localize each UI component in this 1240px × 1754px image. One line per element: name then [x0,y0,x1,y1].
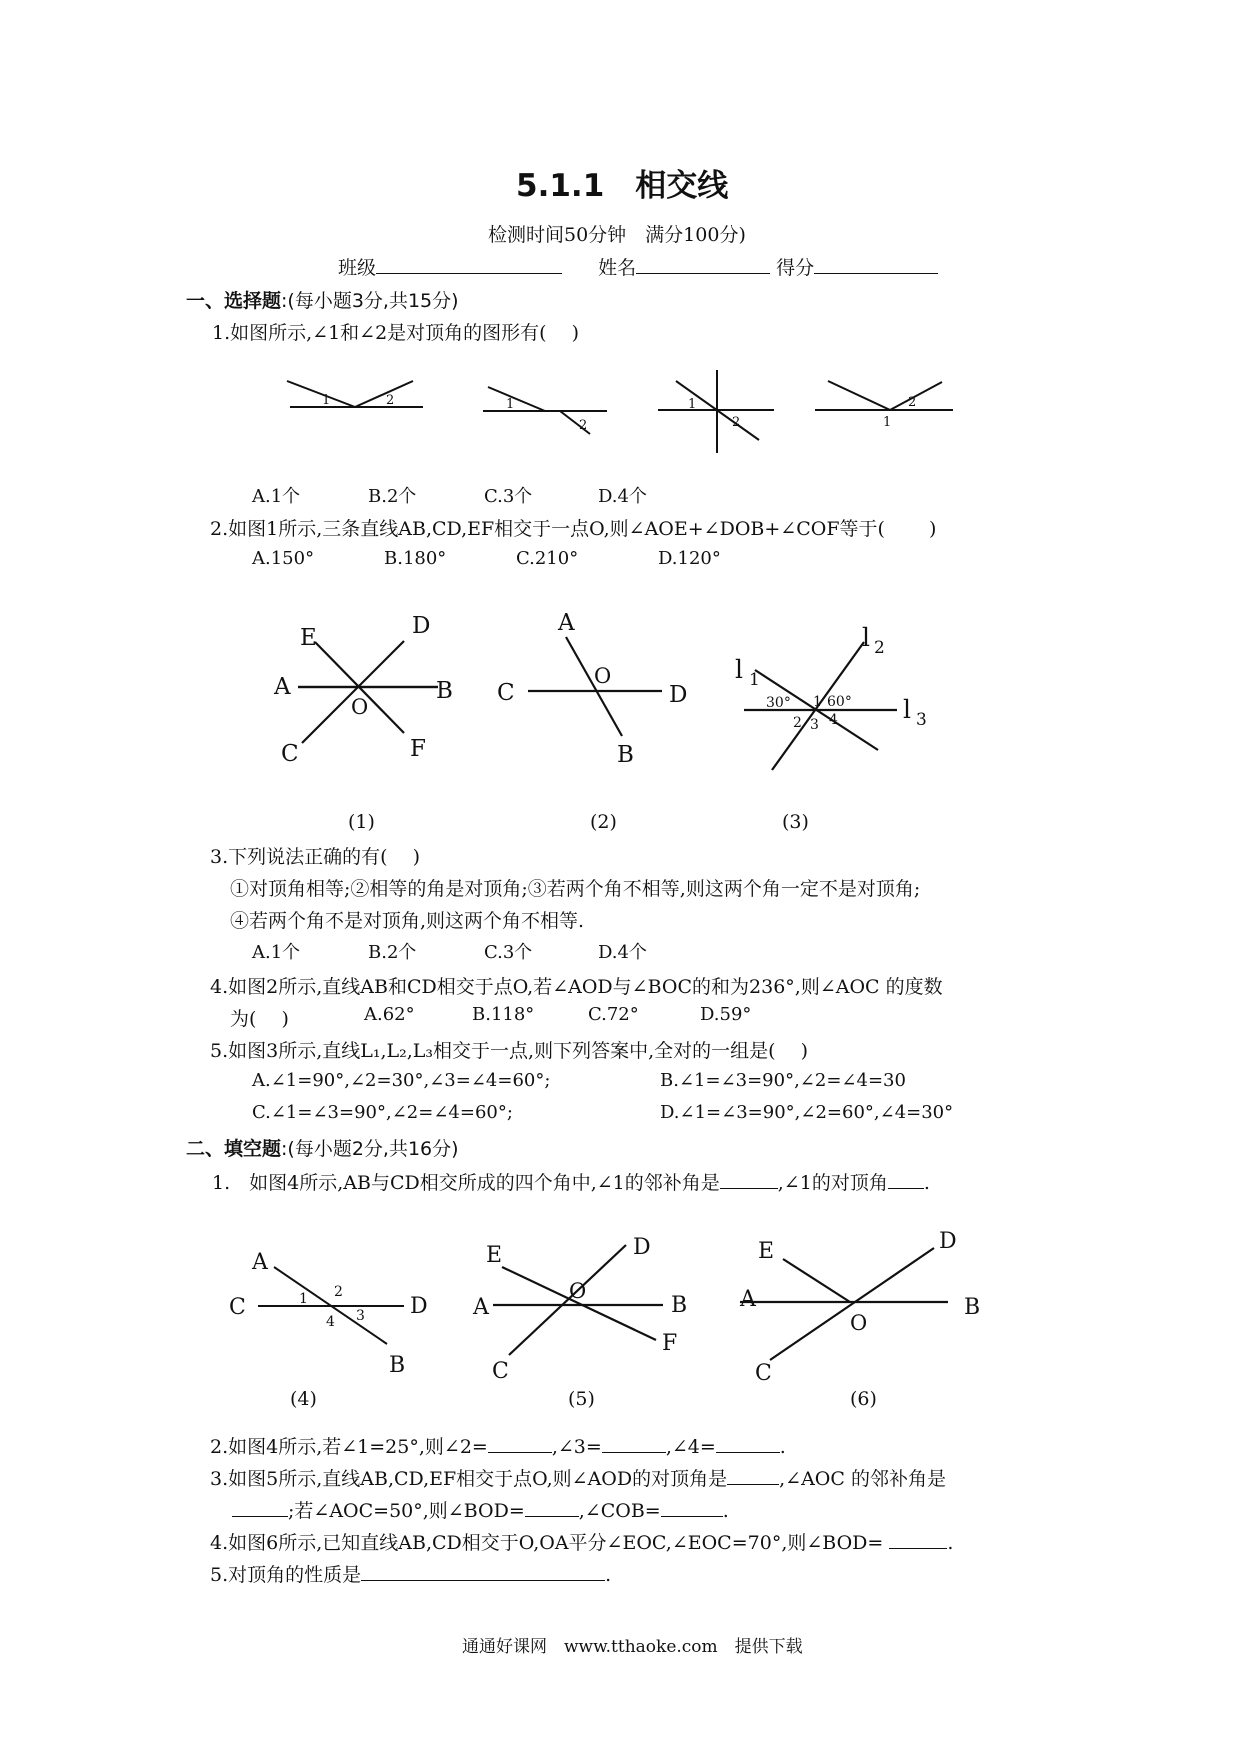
fig5-label-e: E [486,1243,503,1268]
fig2-label-d: D [669,682,688,708]
fig2-label-b: B [617,742,634,768]
fig2-caption: (2) [590,811,617,833]
q2-2-blank-1[interactable] [488,1436,552,1453]
section-2-number: 二、 [186,1138,225,1160]
section-2-heading [186,1134,459,1161]
fig3-angle-2: 2 [793,715,802,731]
q2-3-text-1: 3.如图5所示,直线AB,CD,EF相交于点O,则∠AOD的对顶角是 [210,1468,728,1490]
figure-4 [258,1267,404,1344]
q2-option-a[interactable]: A.150° [252,548,315,569]
fig6-label-d: D [939,1229,957,1254]
section-1-name: 选择题 [224,290,282,312]
class-field[interactable] [376,257,562,274]
fig5-label-a: A [473,1295,489,1320]
q2-option-b[interactable]: B.180° [384,548,447,569]
q2-3-text-4: ,∠COB= [578,1500,661,1522]
q1-figure-d [815,381,953,410]
test-info: 检测时间50分钟 满分100分) [488,224,746,246]
q2-2-blank-2[interactable] [602,1436,666,1453]
fig3-angle-1: 1 [813,694,822,710]
q2-5-blank-1[interactable] [361,1564,605,1581]
q1d-label-2: 2 [908,395,917,410]
q2-4-text-2: . [947,1532,954,1554]
q2-4-blank-1[interactable] [889,1532,947,1549]
q2-3-text-2: ,∠AOC 的邻补角是 [779,1468,946,1490]
fig4-caption: (4) [290,1388,317,1410]
fig1-caption: (1) [348,811,375,833]
fig3-label-l1-sub: 1 [749,670,760,690]
q4-option-d[interactable]: D.59° [700,1004,752,1025]
q3-statements-1: ①对顶角相等;②相等的角是对顶角;③若两个角不相等,则这两个角一定不是对顶角; [230,878,921,900]
q4-option-c[interactable]: C.72° [588,1004,639,1025]
figure-1 [298,641,438,743]
q2-5-text-2: . [605,1564,612,1586]
q1c-label-1: 1 [688,397,697,412]
q2-5-text-1: 5.对顶角的性质是 [210,1564,362,1586]
fig5-caption: (5) [568,1388,595,1410]
q5-option-d[interactable]: D.∠1=∠3=90°,∠2=60°,∠4=30° [660,1102,954,1123]
fig4-label-a: A [252,1250,268,1275]
question-1-4: 4.如图2所示,直线AB和CD相交于点O,若∠AOD与∠BOC的和为236°,则∠AOC 的度数 [210,976,943,998]
q1a-label-1: 1 [322,393,331,408]
q2-1-text-2: ,∠1的对顶角 [777,1172,888,1194]
q4-option-a[interactable]: A.62° [364,1004,415,1025]
question-1-3: 3.下列说法正确的有( ) [210,846,420,868]
fig6-label-e: E [758,1239,775,1264]
page-title: 5.1.1 相交线 [516,168,729,204]
q5-option-a[interactable]: A.∠1=90°,∠2=30°,∠3=∠4=60°; [252,1070,551,1091]
q1c-label-2: 2 [732,415,741,430]
q1-option-d[interactable]: D.4个 [598,486,647,507]
question-2-5 [210,1560,611,1587]
question-2-3-cont [232,1496,729,1523]
fig4-angle-3: 3 [356,1308,365,1324]
q2-3-blank-3[interactable] [525,1500,579,1517]
q2-3-blank-2[interactable] [232,1500,288,1517]
q2-1-text-1: 1. 如图4所示,AB与CD相交所成的四个角中,∠1的邻补角是 [212,1172,720,1194]
q1-option-c[interactable]: C.3个 [484,486,533,507]
fig6-label-b: B [964,1295,980,1320]
fig1-label-d: D [412,613,431,639]
q1d-label-1: 1 [883,415,892,430]
fig4-label-b: B [389,1353,406,1378]
q3-option-d[interactable]: D.4个 [598,942,647,963]
fig2-label-a: A [558,610,575,636]
fig1-label-f: F [410,736,426,762]
q1-figure-a [287,381,423,407]
fig4-label-c: C [229,1295,246,1320]
fig4-angle-1: 1 [299,1291,308,1307]
section-2-name: 填空题 [224,1138,282,1160]
fig6-caption: (6) [850,1388,877,1410]
q1-figures [280,368,960,458]
fig4-angle-2: 2 [334,1284,343,1300]
score-label: 得分 [776,257,815,279]
fig2-label-o: O [594,664,612,688]
q2-3-blank-4[interactable] [661,1500,723,1517]
q1b-label-1: 1 [506,397,515,412]
section-1-note: :(每小题3分,共15分) [281,290,459,312]
q2-2-blank-3[interactable] [716,1436,780,1453]
figures-1-3 [260,600,940,840]
question-2-1 [212,1168,930,1195]
q3-option-b[interactable]: B.2个 [368,942,417,963]
q3-option-a[interactable]: A.1个 [252,942,301,963]
q5-option-b[interactable]: B.∠1=∠3=90°,∠2=∠4=30 [660,1070,906,1091]
fig5-label-o: O [569,1279,587,1303]
q1-figure-b [483,387,607,434]
q2-2-text-1: 2.如图4所示,若∠1=25°,则∠2= [210,1436,488,1458]
q4-line-2: 为( ) [230,1008,289,1030]
q2-2-text-2: ,∠3= [551,1436,602,1458]
q3-option-c[interactable]: C.3个 [484,942,533,963]
student-info-row [338,253,938,280]
fig3-angle-4: 4 [829,712,838,728]
name-label: 姓名 [598,257,637,279]
q2-option-d[interactable]: D.120° [658,548,721,569]
score-field[interactable] [814,257,938,274]
fig3-angle-60: 60° [827,694,852,710]
fig1-label-e: E [300,625,317,651]
fig1-label-b: B [436,678,453,704]
q2-2-text-3: ,∠4= [665,1436,716,1458]
fig3-label-l3: l [903,695,911,724]
fig2-label-c: C [497,680,515,706]
question-2-3 [210,1464,946,1491]
q2-1-blank-2[interactable] [888,1172,924,1189]
question-1-2: 2.如图1所示,三条直线AB,CD,EF相交于一点O,则∠AOE+∠DOB+∠COF等于( ) [210,518,937,540]
fig1-label-c: C [281,741,299,767]
fig4-angle-4: 4 [326,1314,335,1330]
fig5-label-d: D [633,1235,651,1260]
fig6-label-o: O [850,1311,868,1335]
q3-statements-2: ④若两个角不是对顶角,则这两个角不相等. [230,910,585,932]
section-1-number: 一、 [186,290,225,312]
fig6-label-c: C [755,1361,772,1386]
section-2-note: :(每小题2分,共16分) [281,1138,459,1160]
q1-option-a[interactable]: A.1个 [252,486,301,507]
q1b-label-2: 2 [579,418,588,433]
fig1-label-o: O [351,695,369,719]
question-2-2 [210,1432,786,1459]
figures-4-6 [220,1210,980,1420]
figure-6 [740,1248,948,1360]
footer-text: 通通好课网 www.tthaoke.com 提供下载 [462,1637,803,1657]
q2-1-text-3: . [923,1172,930,1194]
fig5-label-f: F [662,1331,678,1356]
q2-3-text-3: ;若∠AOC=50°,则∠BOD= [288,1500,525,1522]
q1a-label-2: 2 [386,393,395,408]
fig3-angle-3: 3 [810,717,819,733]
fig3-label-l2: l [862,623,870,652]
q2-option-c[interactable]: C.210° [516,548,579,569]
question-2-4 [210,1528,953,1555]
name-field[interactable] [636,257,770,274]
fig3-label-l2-sub: 2 [874,638,885,658]
fig1-label-a: A [274,674,291,700]
fig4-label-d: D [410,1294,428,1319]
question-1-5: 5.如图3所示,直线L₁,L₂,L₃相交于一点,则下列答案中,全对的一组是( ) [210,1040,808,1062]
fig5-label-b: B [671,1293,688,1318]
question-1-1: 1.如图所示,∠1和∠2是对顶角的图形有( ) [212,322,580,344]
q5-option-c[interactable]: C.∠1=∠3=90°,∠2=∠4=60°; [252,1102,513,1123]
q2-2-text-4: . [779,1436,786,1458]
q2-3-text-5: . [722,1500,729,1522]
q2-4-text-1: 4.如图6所示,已知直线AB,CD相交于O,OA平分∠EOC,∠EOC=70°,则∠BOD= [210,1532,890,1554]
q2-3-blank-1[interactable] [727,1468,779,1485]
q1-option-b[interactable]: B.2个 [368,486,417,507]
fig3-label-l3-sub: 3 [916,710,927,730]
section-1-heading [186,286,459,313]
fig3-label-l1: l [735,655,743,684]
q4-option-b[interactable]: B.118° [472,1004,535,1025]
fig3-angle-30: 30° [766,695,791,711]
fig6-label-a: A [740,1287,756,1312]
class-label: 班级 [338,257,377,279]
fig3-caption: (3) [782,811,809,833]
q1-figure-c [658,370,774,453]
fig5-label-c: C [492,1359,509,1384]
q2-1-blank-1[interactable] [720,1172,778,1189]
